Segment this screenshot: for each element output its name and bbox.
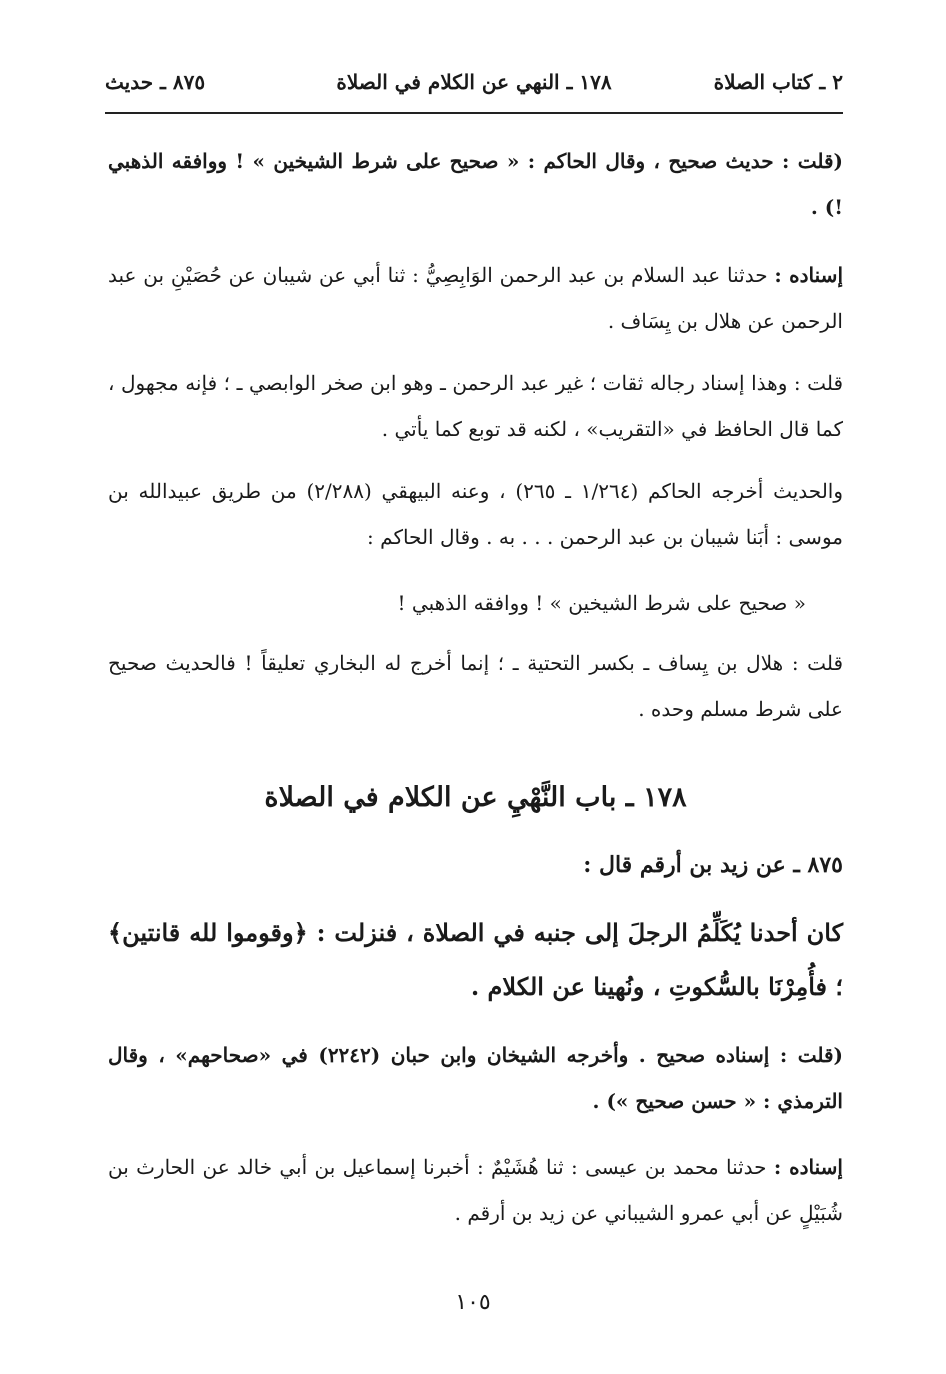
paragraph-text: (قلت : حديث صحيح ، وقال الحاكم : « صحيح على شرط الشيخين » ! ووافقه الذهبي !) . bbox=[108, 149, 843, 219]
page-number: ١٠٥ bbox=[455, 1290, 491, 1315]
paragraph-isnad bbox=[108, 252, 843, 344]
paragraph-text: والحديث أخرجه الحاكم (١/٢٦٤ ـ ٢٦٥) ، وعنه البيهقي (٢/٢٨٨) من طريق عبيدالله بن موسى : أبَنا شيبان بن عبد الرحمن . . . به . وقال الحاكم : bbox=[108, 479, 844, 549]
chapter-heading: ١٧٨ ـ باب النَّهْيِ عن الكلام في الصلاة bbox=[264, 782, 687, 813]
paragraph-takhrij bbox=[108, 468, 843, 560]
hadith-text bbox=[108, 906, 843, 1014]
paragraph-hadith-isnad bbox=[108, 1144, 843, 1236]
hadith-number-line: ٨٧٥ ـ عن زيد بن أرقم قال : bbox=[583, 852, 843, 878]
header-book-title: ٢ ـ كتاب الصلاة bbox=[713, 70, 843, 94]
quote-text: « صحيح على شرط الشيخين » ! ووافقه الذهبي ! bbox=[397, 591, 806, 615]
paragraph-text: حدثنا محمد بن عيسى : ثنا هُشَيْمٌ : أخبرنا إسماعيل بن أبي خالد عن الحارث بن شُبَيْلٍ عن أبي عمرو الشيباني عن زيد بن أرقم . bbox=[108, 1155, 843, 1225]
quote-hakim bbox=[206, 580, 806, 626]
paragraph-hadith-grading bbox=[108, 1032, 843, 1124]
isnad-label: إسناده : bbox=[774, 263, 844, 287]
header-divider bbox=[105, 112, 843, 114]
paragraph-text: (قلت : إسناده صحيح . وأخرجه الشيخان وابن حبان (٢٢٤٢) في «صحاحهم» ، وقال الترمذي : « حسن صحيح ») . bbox=[108, 1043, 843, 1113]
isnad-label: إسناده : bbox=[773, 1155, 843, 1179]
hadith-body: كان أحدنا يُكَلِّمُ الرجلَ إلى جنبه في الصلاة ، فنزلت : ﴿وقوموا لله قانتين﴾ ؛ فأُمِرْنَا بالسُّكوتِ ، ونُهينا عن الكلام . bbox=[108, 918, 843, 1001]
header-hadith-number: ٨٧٥ ـ حديث bbox=[105, 70, 206, 94]
paragraph-conclusion bbox=[108, 640, 843, 732]
header-chapter-title: ١٧٨ ـ النهي عن الكلام في الصلاة bbox=[336, 70, 612, 94]
paragraph-text: قلت : هلال بن يِساف ـ بكسر التحتية ـ ؛ إنما أخرج له البخاري تعليقاً ! فالحديث صحيح على شرط مسلم وحده . bbox=[108, 651, 843, 721]
paragraph-comment bbox=[108, 360, 843, 452]
running-header bbox=[105, 64, 843, 114]
paragraph-text: قلت : وهذا إسناد رجاله ثقات ؛ غير عبد الرحمن ـ وهو ابن صخر الوابصي ـ ؛ فإنه مجهول ، كما قال الحافظ في «التقريب» ، لكنه قد توبع كما يأتي . bbox=[108, 371, 843, 441]
paragraph-text: حدثنا عبد السلام بن عبد الرحمن الوَابِصِيُّ : ثنا أبي عن شيبان عن حُصَيْنِ بن عبد الرحمن عن هلال بن يِسَاف . bbox=[108, 263, 843, 333]
paragraph-grading bbox=[108, 138, 843, 230]
